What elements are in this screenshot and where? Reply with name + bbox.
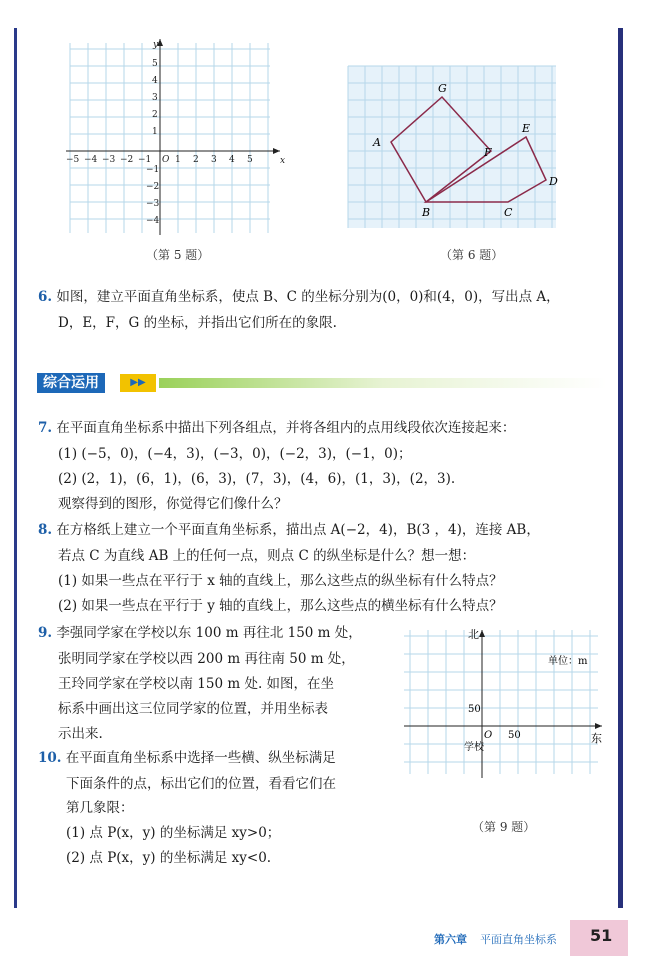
question-9-line-2: 张明同学家在学校以西 200 m 再往南 50 m 处， [58, 651, 355, 667]
page-edge-right [618, 28, 623, 908]
fig6-point-e: E [522, 122, 531, 135]
fig9-school-label: 学校 [464, 742, 484, 753]
fig6-caption: （第 6 题） [440, 248, 504, 262]
fig5-y-label: y [153, 40, 159, 50]
fig5-x-tick: 3 [211, 155, 217, 165]
question-7-text-1: 在平面直角坐标系中描出下列各组点，并将各组内的点用线段依次连接起来： [56, 420, 516, 436]
fig5-y-tick: 4 [152, 76, 158, 86]
question-10-line-2: 下面条件的点，标出它们的位置，看看它们在 [66, 776, 336, 792]
question-6-number: 6. [38, 289, 53, 305]
fig5-y-tick: 3 [152, 93, 158, 103]
question-9-line-5: 示出来. [58, 726, 103, 742]
question-8-line-2: 若点 C 为直线 AB 上的任何一点，则点 C 的纵坐标是什么？想一想： [58, 548, 476, 564]
fig5-y-ticks [146, 59, 160, 226]
question-9-number: 9. [38, 625, 53, 641]
question-9-line-4: 标系中画出这三位同学家的位置，并用坐标表 [58, 701, 328, 717]
fig5-grid [70, 43, 270, 233]
fig5-y-tick: 5 [152, 59, 158, 69]
fig5-origin-label: O [162, 155, 170, 165]
fig9-origin-label: O [484, 730, 493, 741]
fig9-tick-50-x: 50 [508, 730, 521, 741]
question-8-line-1 [38, 519, 540, 541]
question-8-sub-2: (2) 如果一些点在平行于 y 轴的直线上，那么这些点的横坐标有什么特点？ [58, 598, 503, 614]
footer-title: 平面直角坐标系 [480, 933, 557, 946]
fig5-y-tick: −3 [146, 199, 160, 209]
question-10-number: 10. [38, 750, 62, 766]
fig5-x-tick: −1 [138, 155, 152, 165]
question-8-sub-1: (1) 如果一些点在平行于 x 轴的直线上，那么这些点的纵坐标有什么特点？ [58, 573, 503, 589]
question-6-line-1 [38, 286, 560, 308]
question-7-sub-1: (1) (−5，0)，(−4，3)，(−3，0)，(−2，3)，(−1，0)； [58, 446, 412, 462]
fig9-north-label: 北 [468, 628, 479, 641]
fig6-point-b: B [422, 206, 431, 219]
figure-5-coordinate-grid [58, 35, 293, 240]
figure-6-geometry-grid [346, 64, 558, 232]
question-9-text-1: 李强同学家在学校以东 100 m 再往北 150 m 处， [56, 625, 362, 641]
question-10-sub-2: (2) 点 P(x，y) 的坐标满足 xy<0. [66, 850, 272, 866]
section-arrows-icon: ▶▶ [120, 374, 156, 392]
fig5-y-tick: −1 [146, 165, 160, 175]
question-8-number: 8. [38, 522, 53, 538]
question-6-text-1: 如图，建立平面直角坐标系，使点 B、C 的坐标分别为(0，0)和(4，0)，写出点 A， [56, 289, 560, 305]
question-8-text-1: 在方格纸上建立一个平面直角坐标系，描出点 A(−2，4)，B(3 ，4)，连接 AB， [56, 522, 540, 538]
fig5-x-tick: 4 [229, 155, 235, 165]
fig5-x-arrow [273, 148, 280, 154]
question-7-sub-2: (2) (2，1)，(6，1)，(6，3)，(7，3)，(4，6)，(1，3)，(2，3). [58, 471, 456, 487]
section-banner-comprehensive [37, 373, 607, 393]
fig5-x-tick: −2 [120, 155, 134, 165]
fig9-x-arrow [595, 723, 602, 729]
fig6-point-g: G [438, 82, 447, 95]
fig9-y-arrow [479, 630, 485, 637]
section-title: 综合运用 [37, 373, 105, 393]
fig5-y-tick: −2 [146, 182, 160, 192]
footer-chapter: 第六章 [434, 933, 467, 946]
fig6-point-a: A [373, 136, 381, 149]
question-9-line-3: 王玲同学家在学校以南 150 m 处. 如图，在坐 [58, 676, 335, 692]
fig5-x-tick: 5 [247, 155, 253, 165]
fig5-x-label: x [280, 156, 286, 166]
fig9-east-label: 东 [591, 732, 602, 745]
fig9-unit-label: 单位：m [548, 656, 588, 667]
question-10-text-1: 在平面直角坐标系中选择一些横、纵坐标满足 [65, 750, 336, 766]
question-9-line-1 [38, 622, 362, 644]
fig5-y-tick: 2 [152, 110, 158, 120]
fig5-x-tick: 2 [193, 155, 199, 165]
question-7-line-1 [38, 417, 515, 439]
fig5-x-tick: 1 [175, 155, 181, 165]
question-7-line-end: 观察得到的图形，你觉得它们像什么？ [58, 496, 288, 512]
page-edge-left [14, 28, 17, 908]
question-6-text-2: D，E，F，G 的坐标，并指出它们所在的象限. [58, 315, 337, 331]
figure-9-direction-grid [398, 624, 610, 784]
question-10-line-3: 第几象限： [66, 800, 134, 816]
fig5-x-tick: −3 [102, 155, 116, 165]
fig9-caption: （第 9 题） [472, 820, 536, 834]
fig9-tick-50-y: 50 [468, 704, 481, 715]
question-10-sub-1: (1) 点 P(x，y) 的坐标满足 xy>0； [66, 825, 281, 841]
fig5-y-tick: −4 [146, 216, 160, 226]
fig6-point-d: D [549, 175, 558, 188]
question-7-number: 7. [38, 420, 53, 436]
fig9-grid [404, 630, 598, 774]
fig5-x-tick: −5 [66, 155, 80, 165]
fig5-caption: （第 5 题） [146, 248, 210, 262]
question-10-line-1 [38, 747, 336, 769]
fig5-x-tick: −4 [84, 155, 98, 165]
question-6-line-2 [58, 312, 337, 334]
section-gradient-bar [159, 378, 607, 388]
fig5-y-tick: 1 [152, 127, 158, 137]
fig6-point-f: F [484, 146, 492, 159]
page-number: 51 [590, 926, 613, 945]
fig6-point-c: C [504, 206, 513, 219]
